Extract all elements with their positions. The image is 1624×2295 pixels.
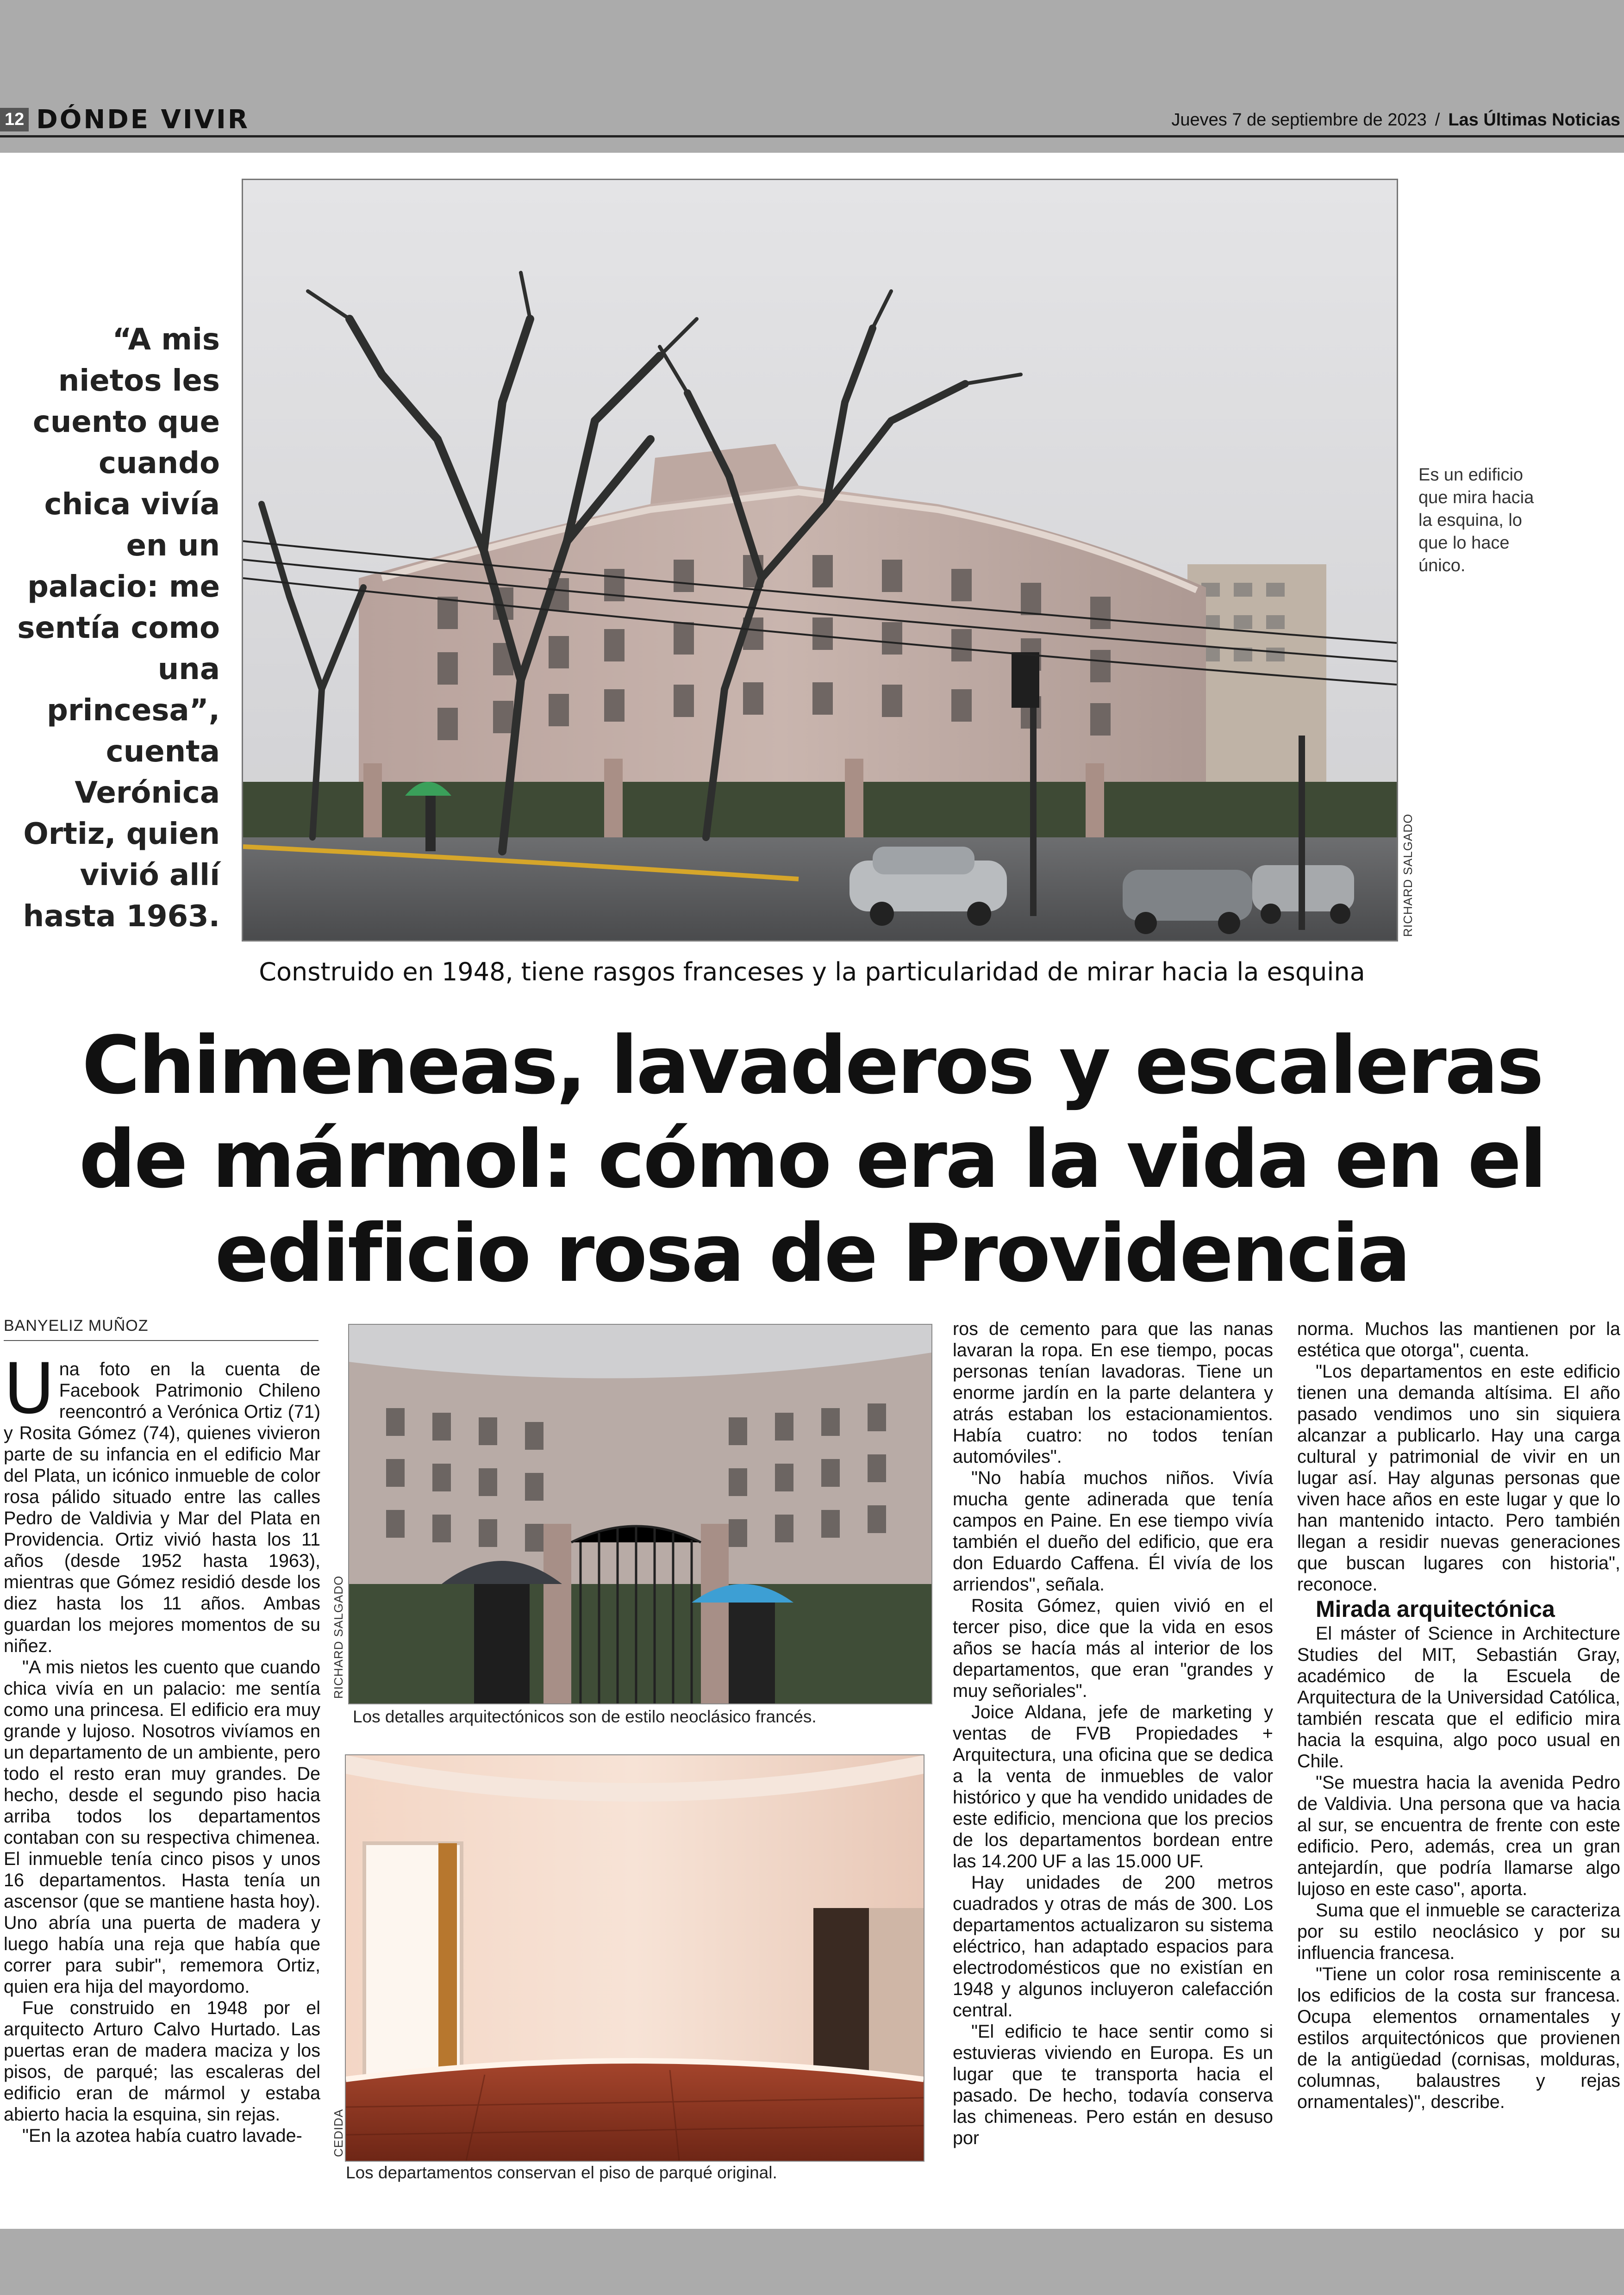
article-paragraph: "A mis nietos les cuento que cuando chica vivía en un palacio: me sentía como una princesa. El edificio era muy grande y lujoso. Nosotros vivíamos en un departamento de un ambiente, pero todo el resto eran muy grandes. De hecho, desde el segundo piso hacia arriba todos los departamentos contaban con su respectiva chimenea. El inmueble tenía cinco pisos y unos 16 departamentos. Hasta tenía un ascensor (que se mantiene hasta hoy). Uno abría una puerta de madera y luego había una reja que había que correr para subir", rememora Ortiz, quien era hija del mayordomo. — [4, 1657, 320, 1997]
headline: Chimeneas, lavaderos y escaleras de mármol: cómo era la vida en el edificio rosa de Providencia — [79, 1019, 1545, 1300]
bottom-margin-band — [0, 2229, 1624, 2295]
article-paragraph: "El edificio te hace sentir como si estuvieras viviendo en Europa. Es un lugar que te transporta hacia el pasado. De hecho, todavía conserva las chimeneas. Pero están en desuso por — [953, 2021, 1273, 2148]
article-paragraph: Fue construido en 1948 por el arquitecto Arturo Calvo Hurtado. Las puertas eran de madera maciza y los pisos, de parqué; las escaleras del edificio eran de mármol y estaba abierto hacia la esquina, sin rejas. — [4, 1998, 320, 2125]
byline: BANYELIZ MUÑOZ — [4, 1317, 149, 1335]
interior-photo — [345, 1754, 924, 2162]
article-paragraph: "Se muestra hacia la avenida Pedro de Valdivia. Una persona que va hacia al sur, se encuentra de frente con este edificio. Pero, además, crea un gran antejardín, que podría llamarse algo lujoso en este caso", aporta. — [1297, 1772, 1620, 1899]
article-column-3 — [953, 1318, 1273, 2149]
header-rule — [0, 135, 1624, 137]
page-number: 12 — [0, 108, 29, 131]
page-header-right — [1171, 110, 1620, 130]
pull-quote: “A mis nietos les cuento que cuando chica vivía en un palacio: me sentía como una princesa”, cuenta Verónica Ortiz, quien vivió allí hasta 1963. — [17, 323, 220, 934]
article-column-1 — [4, 1349, 320, 2146]
courtyard-illustration — [349, 1325, 931, 1703]
main-photo-credit: RICHARD SALGADO — [1401, 813, 1415, 937]
article-paragraph: ros de cemento para que las nanas lavaran la ropa. En ese tiempo, pocas personas tenían lavadoras. Tiene un enorme jardín en la parte delantera y atrás estaban los estacionamientos. Había cuatro: no todos tenían automóviles". — [953, 1319, 1273, 1467]
article-paragraph: Rosita Gómez, quien vivió en el tercer piso, dice que la vida en esos años se hacía más al interior de los departamentos, que eran "grandes y muy señoriales". — [953, 1596, 1273, 1701]
article-paragraph: "En la azotea había cuatro lavade- — [22, 2126, 302, 2146]
building-illustration — [243, 180, 1397, 940]
courtyard-photo — [348, 1324, 932, 1704]
newspaper-name: Las Últimas Noticias — [1448, 110, 1620, 130]
article-paragraph: El máster of Science in Architecture Studies del MIT, Sebastián Gray, académico de la Escuela de Arquitectura de la Universidad Católica, también rescata que el edificio mira hacia la esquina, algo poco usual en Chile. — [1297, 1623, 1620, 1771]
article-paragraph: Suma que el inmueble se caracteriza por su estilo neoclásico y por su influencia francesa. — [1297, 1900, 1620, 1963]
article-paragraph: "Tiene un color rosa reminiscente a los edificios de la costa sur francesa. Ocupa elementos ornamentales y estilos arquitectónicos que provienen de la antigüedad (cornisas, molduras, columnas, balaustres y rejas ornamentales)", describe. — [1297, 1964, 1620, 2112]
article-paragraph: Hay unidades de 200 metros cuadrados y otras de más de 300. Los departamentos actualizaron su sistema eléctrico, han adaptado espacios para electrodomésticos que no existían en 1948 y algunos incluyeron calefacción central. — [953, 1872, 1273, 2021]
interior-photo-credit: CEDIDA — [331, 2108, 345, 2157]
article-paragraph: "Los departamentos en este edificio tienen una demanda altísima. El año pasado vendimos uno sin siquiera alcanzar a publicarlo. Hay una carga cultural y patrimonial de vivir en un lugar así. Hay algunas personas que viven hace años en este lugar y que lo han mantenido intacto. Pero también llegan a residir nuevas generaciones que buscan lugares con historia", reconoce. — [1297, 1361, 1620, 1595]
side-caption: Es un edificio que mira hacia la esquina, lo que lo hace único. — [1418, 465, 1534, 575]
article-column-4 — [1297, 1318, 1620, 2113]
courtyard-photo-caption: Los detalles arquitectónicos son de estilo neoclásico francés. — [353, 1707, 817, 1726]
header-separator: / — [1435, 110, 1440, 130]
page-header-left — [0, 106, 250, 133]
article-paragraph: norma. Muchos las mantienen por la estética que otorga", cuenta. — [1297, 1319, 1620, 1360]
interior-photo-caption: Los departamentos conservan el piso de parqué original. — [346, 2163, 777, 2182]
article-paragraph: "No había muchos niños. Vivía mucha gente adinerada que tenía campos en Paine. En ese tiempo vivía también el dueño del edificio, que era don Eduardo Caffena. Él vivía de los arriendos", señala. — [953, 1468, 1273, 1595]
article-paragraph: Una foto en la cuenta de Facebook Patrimonio Chileno reencontró a Verónica Ortiz (71) y Rosita Gómez (74), quienes vivieron parte de su infancia en el edificio Mar del Plata, un icónico inmueble de color rosa pálido situado entre las calles Pedro de Valdivia y Mar del Plata en Providencia. Ortiz vivió hasta los 11 años (desde 1952 hasta 1963), mientras que Gómez residió desde los diez hasta los 11 años. Ambas guardan los mejores momentos de su niñez. — [4, 1349, 320, 1656]
drop-cap: U — [4, 1349, 55, 1429]
byline-rule — [4, 1340, 319, 1341]
article-paragraph: Joice Aldana, jefe de marketing y ventas de FVB Propiedades + Arquitectura, una oficina que se dedica a la venta de inmuebles de valor histórico y que ha vendido unidades de este edificio, menciona que los precios de los departamentos bordean entre las 14.200 UF a las 15.000 UF. — [953, 1702, 1273, 1871]
main-photo-caption: Construido en 1948, tiene rasgos franceses y la particularidad de mirar hacia la esquina — [259, 957, 1365, 986]
article-subhead: Mirada arquitectónica — [1316, 1596, 1555, 1622]
section-title: DÓNDE VIVIR — [36, 104, 250, 135]
main-building-photo — [242, 179, 1398, 942]
issue-date: Jueves 7 de septiembre de 2023 — [1171, 110, 1427, 130]
courtyard-photo-credit: RICHARD SALGADO — [331, 1575, 345, 1699]
interior-illustration — [346, 1755, 924, 2161]
